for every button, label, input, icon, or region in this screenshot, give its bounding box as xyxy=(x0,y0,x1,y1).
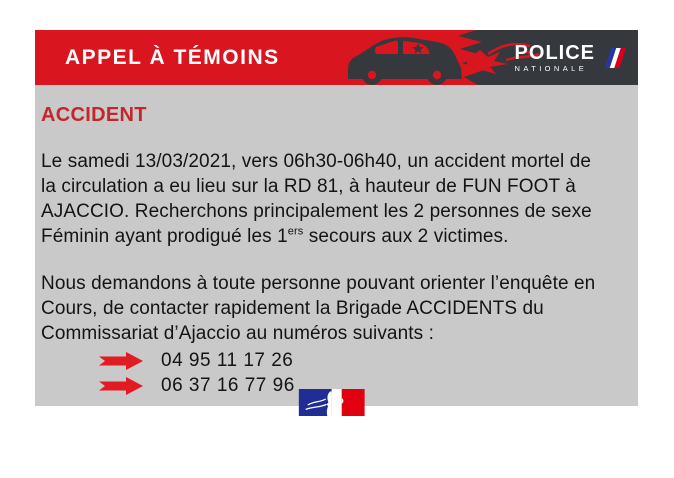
phone-number: 04 95 11 17 26 xyxy=(161,349,294,371)
text-line: AJACCIO. Recherchons principalement les 2 personnes de sexe xyxy=(41,201,592,222)
police-label: POLICE xyxy=(514,41,595,64)
text-line: Commissariat d’Ajaccio au numéros suivants : xyxy=(41,323,434,344)
police-nationale-logo xyxy=(515,30,628,85)
text-segment: Féminin ayant prodigué les 1 xyxy=(41,226,288,247)
heading-accident: ACCIDENT xyxy=(41,104,147,126)
arrow-right-icon xyxy=(99,352,143,370)
text-line: la circulation a eu lieu sur la RD 81, à hauteur de FUN FOOT à xyxy=(41,176,576,197)
phone-number: 06 37 16 77 96 xyxy=(161,374,295,396)
phone-row xyxy=(99,373,634,398)
marianne-french-government-logo xyxy=(298,389,364,416)
banner xyxy=(35,30,638,85)
arrow-right-icon xyxy=(99,377,143,395)
text-line: Nous demandons à toute personne pouvant orienter l’enquête en xyxy=(41,273,596,294)
text-line: Le samedi 13/03/2021, vers 06h30-06h40, un accident mortel de xyxy=(41,151,592,172)
police-tricolor-flag-icon xyxy=(602,45,628,71)
banner-title: APPEL À TÉMOINS xyxy=(65,45,280,69)
poster-body xyxy=(35,85,638,406)
text-line xyxy=(41,224,634,249)
superscript-ers: ers xyxy=(287,225,304,238)
nationale-label: NATIONALE xyxy=(514,63,588,73)
text-segment: secours aux 2 victimes. xyxy=(303,226,509,247)
phone-row xyxy=(99,348,634,373)
poster-panel xyxy=(35,30,638,406)
paragraph-contact-request xyxy=(41,271,634,346)
police-nationale-wordmark xyxy=(515,43,595,73)
text-line: Cours, de contacter rapidement la Brigade ACCIDENTS du xyxy=(41,298,544,319)
paragraph-accident-details xyxy=(41,149,634,249)
